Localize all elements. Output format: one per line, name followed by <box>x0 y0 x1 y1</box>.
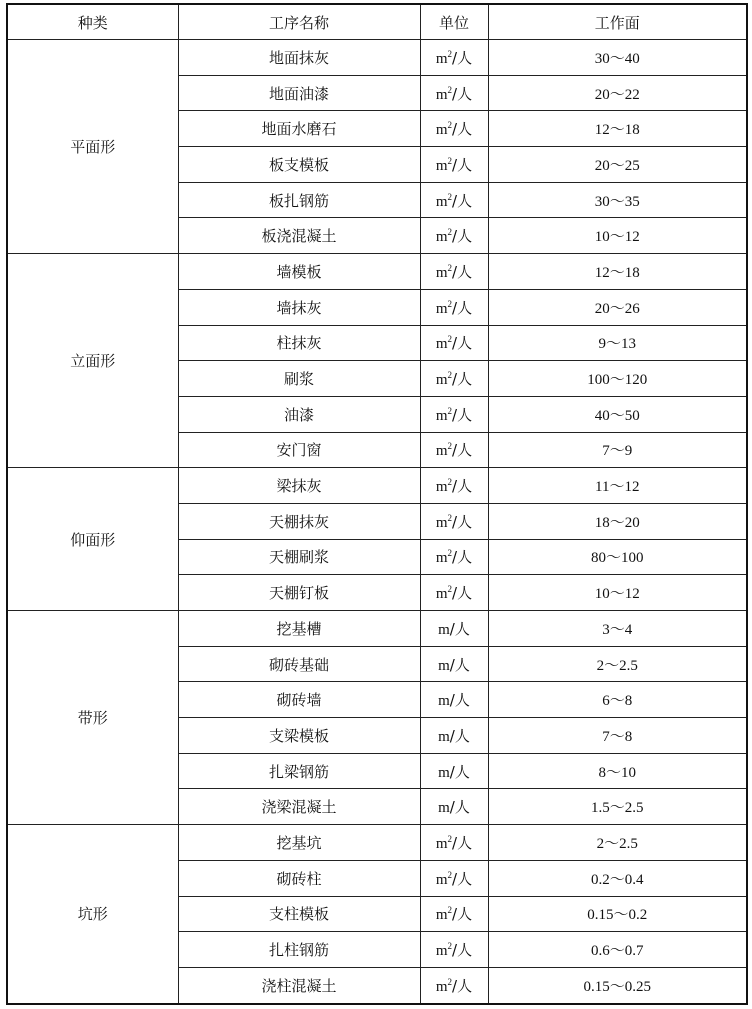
work-surface-value-cell: 0.6～0.7 <box>488 932 747 968</box>
unit-per-person: /人 <box>452 512 473 531</box>
work-surface-value-cell: 100～120 <box>488 361 747 397</box>
process-name-cell: 天棚刷浆 <box>178 539 420 575</box>
unit-per-person: /人 <box>449 762 470 781</box>
category-cell: 坑形 <box>7 825 178 1004</box>
unit-base: m <box>435 372 448 389</box>
work-surface-value-cell: 11～12 <box>488 468 747 504</box>
unit-base: m <box>438 657 450 674</box>
unit-exponent: 2 <box>447 477 453 488</box>
unit-exponent: 2 <box>447 976 453 987</box>
unit-cell <box>420 753 488 789</box>
process-name-cell: 挖基坑 <box>178 825 420 861</box>
unit-per-person: /人 <box>452 584 473 603</box>
unit-cell <box>420 718 488 754</box>
unit-cell <box>420 646 488 682</box>
process-name-cell: 板扎钢筋 <box>178 182 420 218</box>
work-surface-value-cell: 0.15～0.2 <box>488 896 747 932</box>
unit-exponent: 2 <box>447 227 453 238</box>
unit-per-person: /人 <box>452 155 473 174</box>
unit-cell <box>420 147 488 183</box>
process-name-cell: 安门窗 <box>178 432 420 468</box>
unit-base: m <box>435 835 448 852</box>
unit-cell <box>420 932 488 968</box>
unit-per-person: /人 <box>452 548 473 567</box>
unit-cell <box>420 682 488 718</box>
work-surface-value-cell: 6～8 <box>488 682 747 718</box>
unit-exponent: 2 <box>447 584 453 595</box>
unit-exponent: 2 <box>447 833 453 844</box>
work-surface-value-cell: 12～18 <box>488 254 747 290</box>
unit-per-person: /人 <box>449 655 470 674</box>
work-surface-value-cell: 20～25 <box>488 147 747 183</box>
unit-cell <box>420 896 488 932</box>
process-name-cell: 砌砖基础 <box>178 646 420 682</box>
unit-base: m <box>438 800 450 817</box>
unit-cell <box>420 182 488 218</box>
process-name-cell: 地面水磨石 <box>178 111 420 147</box>
unit-per-person: /人 <box>452 227 473 246</box>
unit-per-person: /人 <box>452 833 473 852</box>
unit-cell <box>420 539 488 575</box>
unit-base: m <box>435 514 448 531</box>
unit-exponent: 2 <box>447 441 453 452</box>
unit-cell <box>420 967 488 1003</box>
unit-exponent: 2 <box>447 298 453 309</box>
process-name-cell: 地面油漆 <box>178 75 420 111</box>
unit-exponent: 2 <box>447 48 453 59</box>
work-surface-value-cell: 12～18 <box>488 111 747 147</box>
process-name-cell: 柱抹灰 <box>178 325 420 361</box>
unit-base: m <box>438 728 450 745</box>
work-surface-value-cell: 2～2.5 <box>488 825 747 861</box>
unit-exponent: 2 <box>447 512 453 523</box>
unit-base: m <box>435 550 448 567</box>
process-name-cell: 砌砖墙 <box>178 682 420 718</box>
process-name-cell: 天棚钉板 <box>178 575 420 611</box>
unit-per-person: /人 <box>452 334 473 353</box>
category-cell: 平面形 <box>7 40 178 254</box>
unit-cell <box>420 254 488 290</box>
unit-cell <box>420 825 488 861</box>
unit-exponent: 2 <box>447 548 453 559</box>
work-surface-value-cell: 8～10 <box>488 753 747 789</box>
header-process-name: 工序名称 <box>178 4 420 40</box>
unit-base: m <box>435 907 448 924</box>
unit-per-person: /人 <box>452 441 473 460</box>
process-name-cell: 扎柱钢筋 <box>178 932 420 968</box>
unit-base: m <box>435 86 448 103</box>
work-surface-value-cell: 7～8 <box>488 718 747 754</box>
unit-base: m <box>435 871 448 888</box>
category-cell: 带形 <box>7 611 178 825</box>
process-name-cell: 天棚抹灰 <box>178 503 420 539</box>
header-work-surface: 工作面 <box>488 4 747 40</box>
table-row <box>7 40 747 76</box>
unit-cell <box>420 860 488 896</box>
unit-exponent: 2 <box>447 334 453 345</box>
process-name-cell: 支梁模板 <box>178 718 420 754</box>
unit-base: m <box>435 157 448 174</box>
work-surface-value-cell: 20～22 <box>488 75 747 111</box>
unit-exponent: 2 <box>447 370 453 381</box>
unit-base: m <box>435 229 448 246</box>
unit-exponent: 2 <box>447 405 453 416</box>
unit-cell <box>420 361 488 397</box>
work-surface-value-cell: 18～20 <box>488 503 747 539</box>
header-row <box>7 4 747 40</box>
unit-per-person: /人 <box>452 262 473 281</box>
process-name-cell: 油漆 <box>178 396 420 432</box>
category-cell: 仰面形 <box>7 468 178 611</box>
unit-per-person: /人 <box>452 941 473 960</box>
unit-base: m <box>435 586 448 603</box>
unit-per-person: /人 <box>452 370 473 389</box>
unit-base: m <box>438 764 450 781</box>
process-name-cell: 挖基槽 <box>178 611 420 647</box>
unit-base: m <box>435 407 448 424</box>
table-row <box>7 611 747 647</box>
unit-base: m <box>435 479 448 496</box>
work-surface-value-cell: 2～2.5 <box>488 646 747 682</box>
process-name-cell: 墙模板 <box>178 254 420 290</box>
unit-per-person: /人 <box>452 48 473 67</box>
process-name-cell: 刷浆 <box>178 361 420 397</box>
unit-exponent: 2 <box>447 84 453 95</box>
process-name-cell: 梁抹灰 <box>178 468 420 504</box>
header-unit: 单位 <box>420 4 488 40</box>
unit-cell <box>420 40 488 76</box>
unit-base: m <box>435 978 448 995</box>
unit-cell <box>420 789 488 825</box>
work-surface-value-cell: 30～35 <box>488 182 747 218</box>
unit-per-person: /人 <box>452 869 473 888</box>
work-surface-value-cell: 7～9 <box>488 432 747 468</box>
process-name-cell: 砌砖柱 <box>178 860 420 896</box>
unit-base: m <box>435 336 448 353</box>
process-name-cell: 扎梁钢筋 <box>178 753 420 789</box>
unit-cell <box>420 611 488 647</box>
process-name-cell: 浇柱混凝土 <box>178 967 420 1003</box>
unit-per-person: /人 <box>452 298 473 317</box>
unit-exponent: 2 <box>447 155 453 166</box>
unit-base: m <box>435 50 448 67</box>
unit-exponent: 2 <box>447 191 453 202</box>
work-surface-value-cell: 0.2～0.4 <box>488 860 747 896</box>
unit-cell <box>420 289 488 325</box>
unit-per-person: /人 <box>449 619 470 638</box>
process-name-cell: 浇梁混凝土 <box>178 789 420 825</box>
header-type: 种类 <box>7 4 178 40</box>
unit-per-person: /人 <box>452 477 473 496</box>
unit-per-person: /人 <box>449 798 470 817</box>
work-surface-value-cell: 30～40 <box>488 40 747 76</box>
unit-cell <box>420 575 488 611</box>
table-row <box>7 825 747 861</box>
unit-cell <box>420 325 488 361</box>
unit-exponent: 2 <box>447 120 453 131</box>
work-surface-value-cell: 1.5～2.5 <box>488 789 747 825</box>
work-surface-value-cell: 10～12 <box>488 218 747 254</box>
table-row <box>7 468 747 504</box>
unit-base: m <box>435 300 448 317</box>
unit-exponent: 2 <box>447 941 453 952</box>
process-name-cell: 支柱模板 <box>178 896 420 932</box>
process-name-cell: 地面抹灰 <box>178 40 420 76</box>
unit-per-person: /人 <box>452 405 473 424</box>
unit-per-person: /人 <box>452 120 473 139</box>
category-cell: 立面形 <box>7 254 178 468</box>
process-name-cell: 板浇混凝土 <box>178 218 420 254</box>
unit-per-person: /人 <box>452 191 473 210</box>
unit-cell <box>420 396 488 432</box>
unit-per-person: /人 <box>449 726 470 745</box>
work-surface-value-cell: 3～4 <box>488 611 747 647</box>
unit-exponent: 2 <box>447 905 453 916</box>
unit-cell <box>420 218 488 254</box>
table-row <box>7 254 747 290</box>
work-surface-value-cell: 10～12 <box>488 575 747 611</box>
unit-cell <box>420 503 488 539</box>
unit-per-person: /人 <box>452 905 473 924</box>
unit-per-person: /人 <box>452 84 473 103</box>
work-surface-value-cell: 0.15～0.25 <box>488 967 747 1003</box>
table-body <box>7 40 747 1004</box>
unit-cell <box>420 468 488 504</box>
process-name-cell: 墙抹灰 <box>178 289 420 325</box>
unit-base: m <box>438 621 450 638</box>
work-surface-table <box>6 3 748 1005</box>
unit-base: m <box>435 122 448 139</box>
unit-cell <box>420 75 488 111</box>
work-surface-value-cell: 20～26 <box>488 289 747 325</box>
unit-base: m <box>435 443 448 460</box>
unit-base: m <box>435 193 448 210</box>
unit-exponent: 2 <box>447 262 453 273</box>
table-header <box>7 4 747 40</box>
unit-base: m <box>438 693 450 710</box>
unit-cell <box>420 111 488 147</box>
unit-exponent: 2 <box>447 869 453 880</box>
unit-base: m <box>435 264 448 281</box>
work-surface-value-cell: 9～13 <box>488 325 747 361</box>
unit-per-person: /人 <box>452 976 473 995</box>
unit-base: m <box>435 943 448 960</box>
unit-per-person: /人 <box>449 691 470 710</box>
work-surface-value-cell: 80～100 <box>488 539 747 575</box>
work-surface-value-cell: 40～50 <box>488 396 747 432</box>
process-name-cell: 板支模板 <box>178 147 420 183</box>
unit-cell <box>420 432 488 468</box>
